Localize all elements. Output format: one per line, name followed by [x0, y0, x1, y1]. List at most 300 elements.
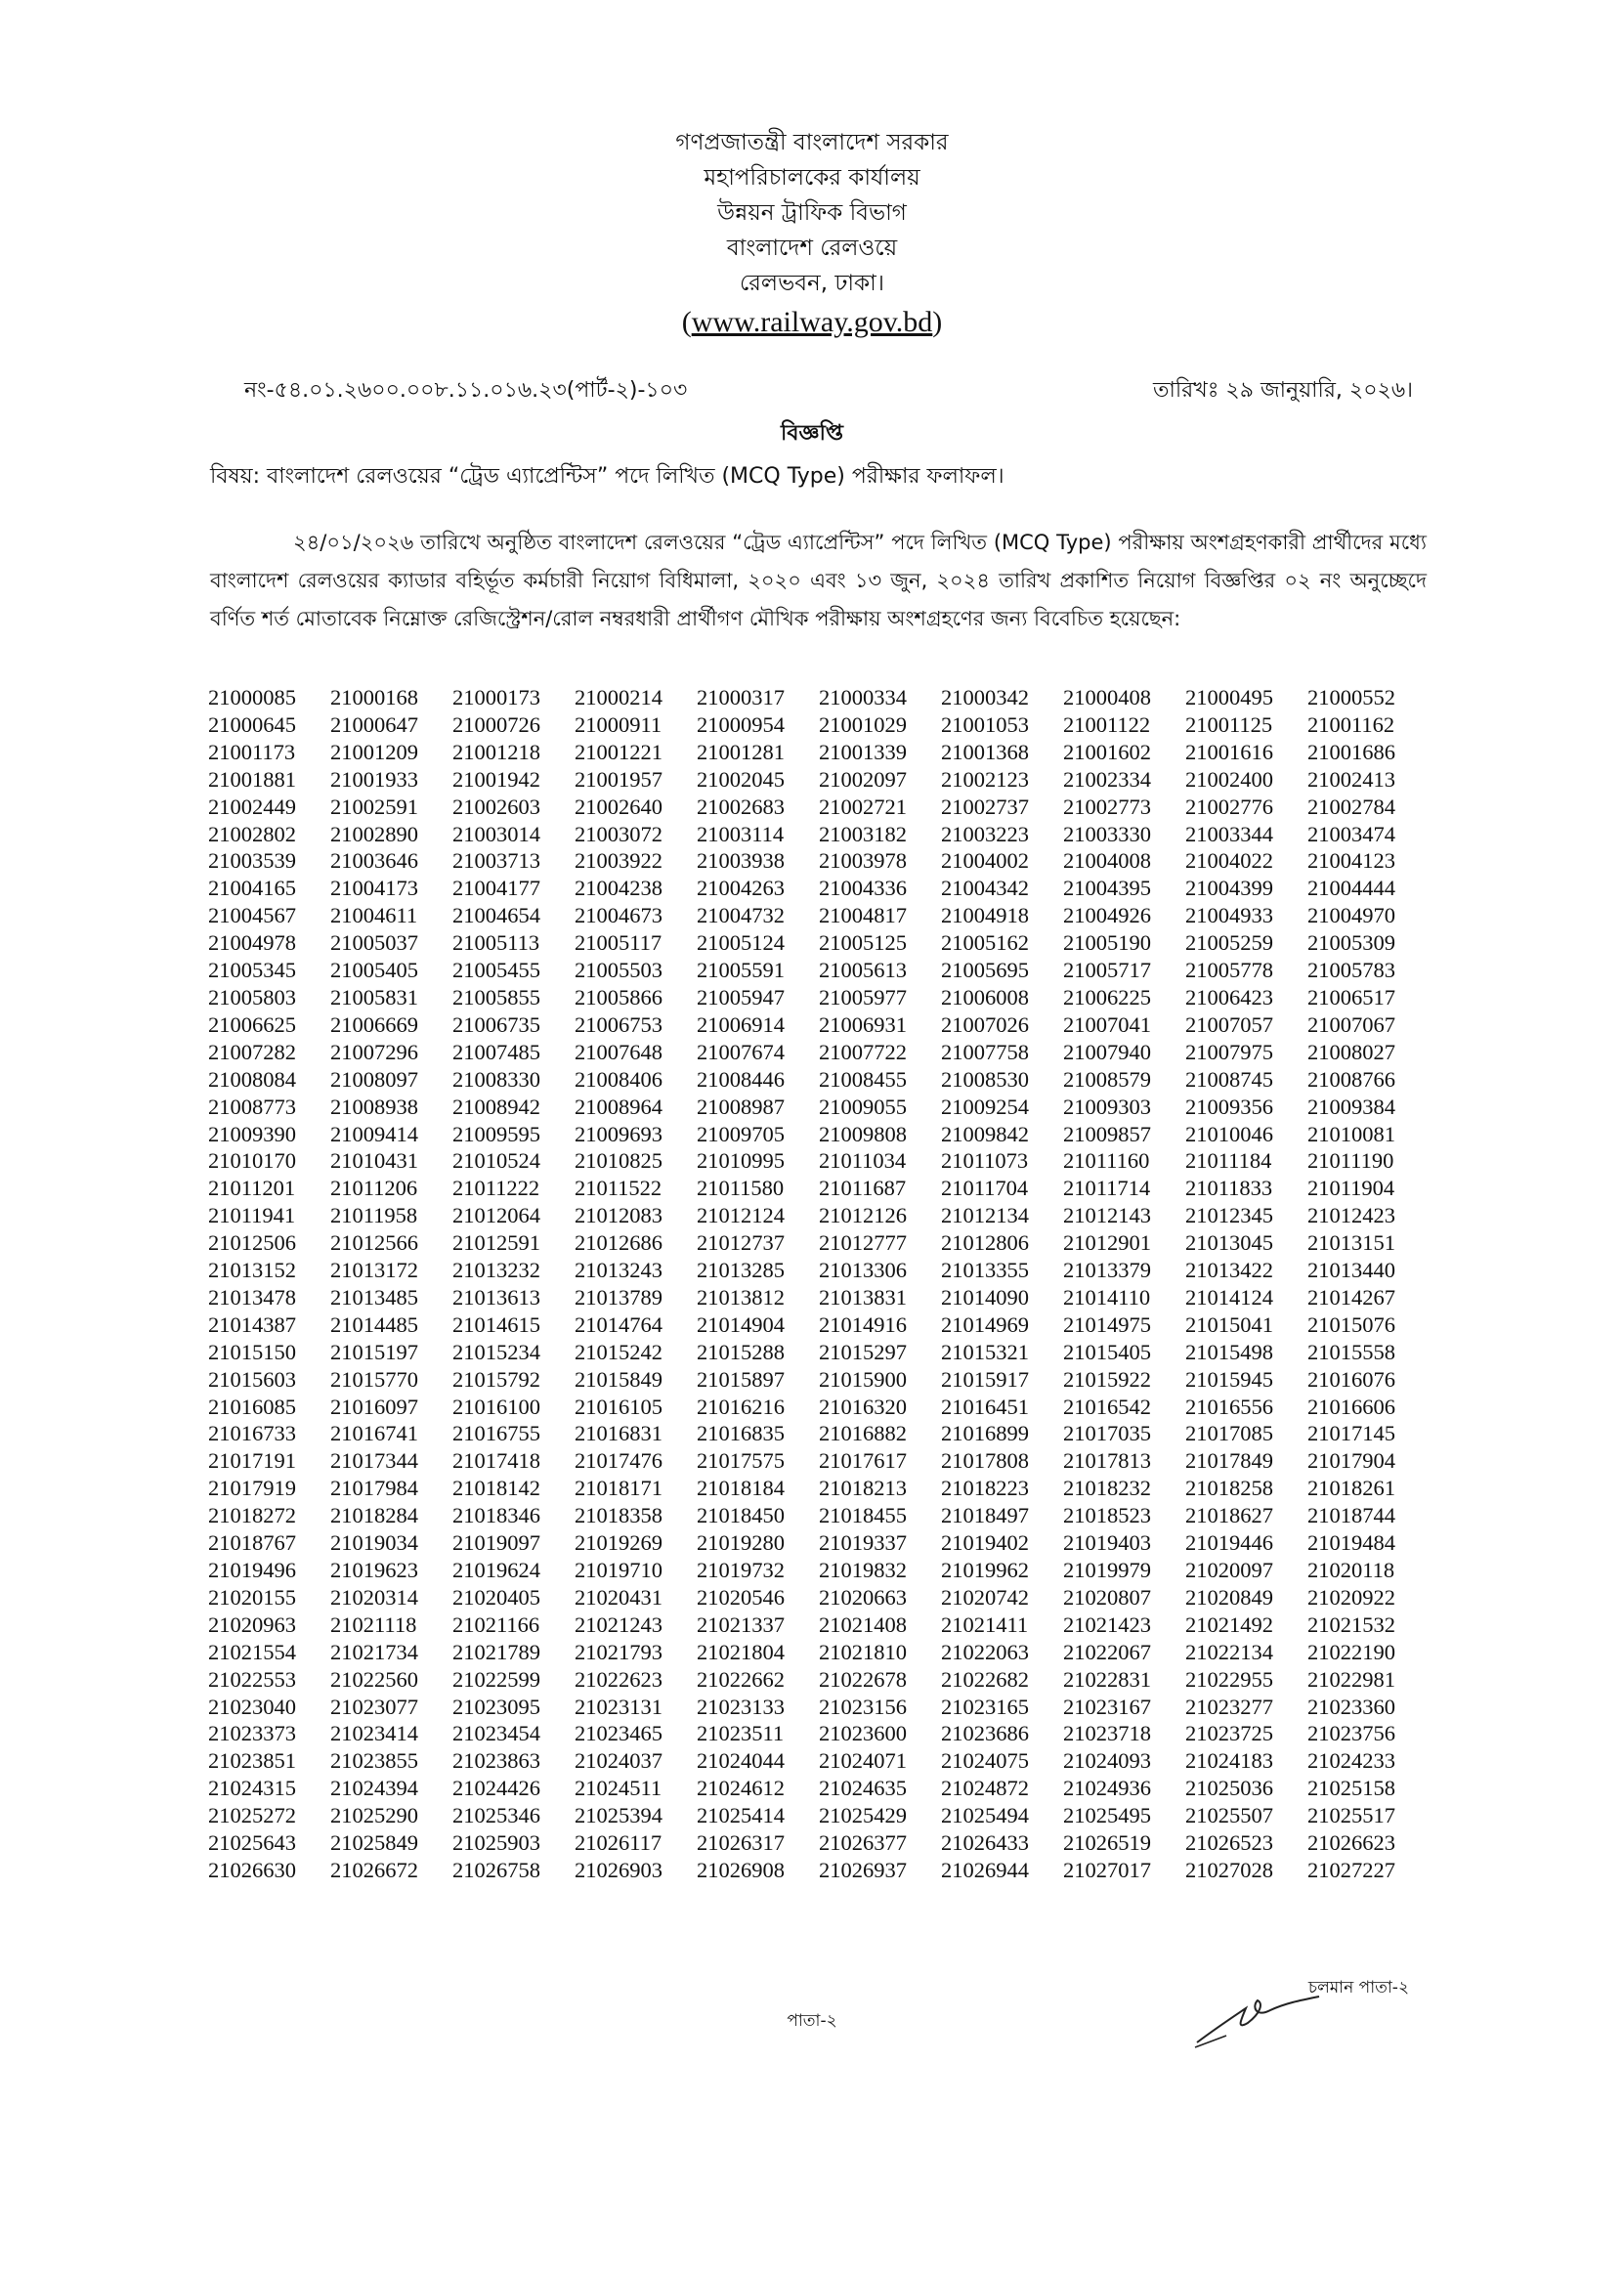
roll-row	[208, 1694, 1430, 1721]
roll-number: 21005695	[941, 958, 1029, 983]
roll-row	[208, 1775, 1430, 1802]
roll-number: 21012134	[941, 1203, 1029, 1228]
roll-number: 21021166	[452, 1611, 540, 1637]
roll-number: 21024044	[697, 1748, 785, 1774]
roll-row	[208, 711, 1430, 739]
roll-number: 21016882	[819, 1421, 907, 1446]
header-office: মহাপরিচালকের কার্যালয়	[704, 165, 920, 191]
roll-row	[208, 1802, 1430, 1829]
roll-number: 21017617	[819, 1448, 907, 1474]
roll-number: 21005803	[208, 984, 296, 1010]
roll-number: 21024093	[1063, 1748, 1151, 1774]
roll-number: 21025272	[208, 1803, 296, 1828]
roll-number: 21015603	[208, 1366, 296, 1392]
roll-number: 21000085	[208, 685, 296, 709]
roll-number: 21002784	[1307, 794, 1395, 819]
roll-number: 21010825	[575, 1148, 662, 1174]
roll-number: 21018184	[697, 1476, 785, 1501]
roll-number: 21009693	[575, 1121, 662, 1146]
roll-number: 21008455	[819, 1066, 907, 1092]
roll-number: 21016606	[1307, 1394, 1395, 1419]
roll-number: 21008964	[575, 1094, 662, 1119]
roll-number: 21004567	[208, 903, 296, 928]
continued-note: চলমান পাতা-২	[1307, 1978, 1409, 1998]
roll-number: 21009842	[941, 1121, 1029, 1146]
roll-number: 21015900	[819, 1366, 907, 1392]
roll-number: 21023040	[208, 1694, 296, 1719]
roll-number: 21015242	[575, 1339, 662, 1364]
roll-number: 21023167	[1063, 1694, 1151, 1719]
roll-number: 21023133	[697, 1694, 785, 1719]
roll-number: 21008446	[697, 1066, 785, 1092]
roll-number: 21001281	[697, 739, 785, 764]
roll-number: 21023686	[941, 1721, 1029, 1746]
roll-number: 21013045	[1185, 1230, 1273, 1256]
roll-number: 21003114	[697, 821, 785, 846]
roll-number: 21018358	[575, 1503, 662, 1528]
roll-number: 21025290	[330, 1803, 418, 1828]
roll-number: 21002045	[697, 766, 785, 792]
roll-number: 21017984	[330, 1476, 418, 1501]
notice-title: বিজ্ঞপ্তি	[781, 421, 843, 446]
roll-row	[208, 1311, 1430, 1339]
roll-number: 21011206	[330, 1176, 418, 1201]
roll-number: 21023156	[819, 1694, 907, 1719]
roll-number: 21019337	[819, 1530, 907, 1556]
roll-number: 21012506	[208, 1230, 296, 1256]
roll-number: 21022067	[1063, 1639, 1151, 1664]
roll-number: 21018258	[1185, 1476, 1273, 1501]
roll-number: 21021804	[697, 1639, 785, 1664]
roll-number: 21027017	[1063, 1857, 1151, 1882]
roll-number: 21015288	[697, 1339, 785, 1364]
roll-row	[208, 821, 1430, 848]
roll-number: 21016899	[941, 1421, 1029, 1446]
roll-number: 21000214	[575, 685, 662, 709]
roll-number: 21000173	[452, 685, 540, 709]
roll-number: 21015076	[1307, 1311, 1395, 1337]
roll-number: 21014969	[941, 1311, 1029, 1337]
roll-number: 21013422	[1185, 1258, 1273, 1283]
roll-row	[208, 1202, 1430, 1229]
roll-number: 21017575	[697, 1448, 785, 1474]
header-organization: বাংলাদেশ রেলওয়ে	[726, 236, 898, 261]
roll-number: 21023855	[330, 1748, 418, 1774]
roll-number: 21001686	[1307, 739, 1395, 764]
roll-number: 21021408	[819, 1611, 907, 1637]
roll-number: 21000954	[697, 711, 785, 737]
roll-number: 21003330	[1063, 821, 1151, 846]
roll-number: 21026623	[1307, 1830, 1395, 1856]
roll-number: 21010081	[1307, 1121, 1395, 1146]
roll-number: 21013485	[330, 1284, 418, 1310]
roll-number: 21005125	[819, 930, 907, 956]
roll-number: 21023454	[452, 1721, 540, 1746]
roll-number: 21006517	[1307, 984, 1395, 1010]
roll-number: 21021789	[452, 1639, 540, 1664]
roll-number: 21009390	[208, 1121, 296, 1146]
roll-number: 21018261	[1307, 1476, 1395, 1501]
roll-number: 21014764	[575, 1311, 662, 1337]
roll-number: 21004395	[1063, 876, 1151, 901]
roll-number-table	[208, 684, 1430, 1884]
roll-number: 21015922	[1063, 1366, 1151, 1392]
roll-row	[208, 957, 1430, 984]
roll-number: 21004732	[697, 903, 785, 928]
roll-row	[208, 847, 1430, 875]
roll-number: 21013243	[575, 1258, 662, 1283]
roll-number: 21026944	[941, 1857, 1029, 1882]
roll-number: 21020314	[330, 1584, 418, 1610]
roll-number: 21012737	[697, 1230, 785, 1256]
roll-number: 21005124	[697, 930, 785, 956]
roll-number: 21009705	[697, 1121, 785, 1146]
roll-number: 21018223	[941, 1476, 1029, 1501]
roll-number: 21022831	[1063, 1666, 1151, 1692]
roll-number: 21023414	[330, 1721, 418, 1746]
roll-number: 21026433	[941, 1830, 1029, 1856]
roll-number: 21011190	[1307, 1148, 1394, 1174]
roll-number: 21002400	[1185, 766, 1273, 792]
roll-number: 21019710	[575, 1558, 662, 1582]
roll-row	[208, 1666, 1430, 1694]
roll-number: 21012686	[575, 1230, 662, 1256]
roll-number: 21016451	[941, 1394, 1029, 1419]
roll-row	[208, 1011, 1430, 1039]
roll-number: 21022662	[697, 1666, 785, 1692]
roll-number: 21025414	[697, 1803, 785, 1828]
roll-number: 21004933	[1185, 903, 1273, 928]
roll-number: 21012566	[330, 1230, 418, 1256]
roll-number: 21008027	[1307, 1039, 1395, 1064]
roll-number: 21011941	[208, 1203, 296, 1228]
roll-number: 21025394	[575, 1803, 662, 1828]
roll-number: 21002802	[208, 821, 296, 846]
roll-number: 21006423	[1185, 984, 1273, 1010]
roll-number: 21026672	[330, 1857, 418, 1882]
roll-number: 21001029	[819, 711, 907, 737]
roll-number: 21026519	[1063, 1830, 1151, 1856]
roll-number: 21001368	[941, 739, 1029, 764]
roll-number: 21012124	[697, 1203, 785, 1228]
roll-number: 21016100	[452, 1394, 540, 1419]
roll-number: 21010524	[452, 1148, 540, 1174]
roll-number: 21004177	[452, 876, 540, 901]
roll-number: 21018171	[575, 1476, 662, 1501]
roll-number: 21014904	[697, 1311, 785, 1337]
roll-row	[208, 1475, 1430, 1502]
roll-row	[208, 1857, 1430, 1884]
roll-number: 21024936	[1063, 1776, 1151, 1801]
roll-number: 21015849	[575, 1366, 662, 1392]
roll-row	[208, 766, 1430, 794]
roll-number: 21013151	[1307, 1230, 1395, 1256]
roll-number: 21000495	[1185, 685, 1273, 709]
roll-row	[208, 1066, 1430, 1094]
roll-row	[208, 1720, 1430, 1747]
roll-number: 21000911	[575, 711, 662, 737]
roll-number: 21023600	[819, 1721, 907, 1746]
roll-number: 21023756	[1307, 1721, 1395, 1746]
roll-number: 21020663	[819, 1584, 907, 1610]
roll-number: 21001881	[208, 766, 296, 792]
roll-number: 21021243	[575, 1611, 662, 1637]
roll-number: 21008745	[1185, 1066, 1273, 1092]
roll-number: 21020742	[941, 1584, 1029, 1610]
roll-number: 21017418	[452, 1448, 540, 1474]
roll-number: 21018284	[330, 1503, 418, 1528]
roll-number: 21014090	[941, 1284, 1029, 1310]
roll-number: 21022678	[819, 1666, 907, 1692]
roll-row	[208, 1175, 1430, 1202]
roll-number: 21018744	[1307, 1503, 1395, 1528]
roll-number: 21000726	[452, 711, 540, 737]
roll-number: 21008330	[452, 1066, 540, 1092]
roll-number: 21004263	[697, 876, 785, 901]
notice-body: ২৪/০১/২০২৬ তারিখে অনুষ্ঠিত বাংলাদেশ রেলওয়ের “ট্রেড এ্যাপ্রেন্টিস” পদে লিখিত (MCQ Type) পরীক্ষায় অংশগ্রহণকারী প্রার্থীদের মধ্যে বাংলাদেশ রেলওয়ের ক্যাডার বহির্ভূত কর্মচারী নিয়োগ বিধিমালা, ২০২০ এবং ১৩ জুন, ২০২৪ তারিখ প্রকাশিত নিয়োগ বিজ্ঞপ্তির ০২ নং অনুচ্ছেদে বর্ণিত শর্ত মোতাবেক নিম্নোক্ত রেজিস্ট্রেশন/রোল নম্বরধারী প্রার্থীগণ মৌখিক পরীক্ষায় অংশগ্রহণের জন্য বিবেচিত হয়েছেন:	[210, 531, 1427, 630]
roll-number: 21019034	[330, 1530, 418, 1556]
roll-number: 21023373	[208, 1721, 296, 1746]
roll-number: 21023077	[330, 1694, 418, 1719]
roll-number: 21000168	[330, 685, 418, 709]
header-website: (www.railway.gov.bd)	[681, 306, 943, 338]
roll-number: 21011073	[941, 1148, 1029, 1174]
roll-number: 21015197	[330, 1339, 418, 1364]
roll-number: 21019446	[1185, 1530, 1273, 1556]
roll-number: 21009414	[330, 1121, 418, 1146]
roll-number: 21026523	[1185, 1830, 1273, 1856]
subject-line: বিষয়: বাংলাদেশ রেলওয়ের “ট্রেড এ্যাপ্রেন্টিস” পদে লিখিত (MCQ Type) পরীক্ষার ফলাফল।	[210, 464, 1004, 489]
roll-number: 21021793	[575, 1639, 662, 1664]
roll-number: 21022063	[941, 1639, 1029, 1664]
roll-number: 21012901	[1063, 1230, 1151, 1256]
roll-number: 21021810	[819, 1639, 907, 1664]
roll-number: 21014485	[330, 1311, 418, 1337]
roll-number: 21019097	[452, 1530, 540, 1556]
roll-number: 21011222	[452, 1176, 540, 1201]
letterhead	[0, 125, 1624, 342]
roll-number: 21006225	[1063, 984, 1151, 1010]
roll-number: 21024511	[575, 1776, 662, 1801]
roll-number: 21005947	[697, 984, 785, 1010]
roll-number: 21008097	[330, 1066, 418, 1092]
roll-number: 21022955	[1185, 1666, 1273, 1692]
roll-number: 21012777	[819, 1230, 907, 1256]
roll-number: 21018450	[697, 1503, 785, 1528]
roll-number: 21019496	[208, 1558, 296, 1582]
roll-number: 21005778	[1185, 958, 1273, 983]
roll-number: 21012064	[452, 1203, 540, 1228]
roll-number: 21017035	[1063, 1421, 1151, 1446]
roll-number: 21001602	[1063, 739, 1151, 764]
roll-number: 21020118	[1307, 1558, 1395, 1582]
roll-number: 21026317	[697, 1830, 785, 1856]
roll-number: 21012126	[819, 1203, 907, 1228]
roll-number: 21021337	[697, 1611, 785, 1637]
roll-number: 21001942	[452, 766, 540, 792]
roll-number: 21018767	[208, 1530, 296, 1556]
roll-number: 21016320	[819, 1394, 907, 1419]
roll-number: 21017919	[208, 1476, 296, 1501]
roll-number: 21023165	[941, 1694, 1029, 1719]
roll-number: 21023725	[1185, 1721, 1273, 1746]
roll-number: 21013232	[452, 1258, 540, 1283]
roll-number: 21025643	[208, 1830, 296, 1856]
roll-number: 21025495	[1063, 1803, 1151, 1828]
roll-number: 21023511	[697, 1721, 785, 1746]
roll-row	[208, 984, 1430, 1011]
roll-number: 21007296	[330, 1039, 418, 1064]
roll-number: 21015234	[452, 1339, 540, 1364]
roll-row	[208, 1529, 1430, 1557]
roll-number: 21020097	[1185, 1558, 1273, 1582]
roll-number: 21017849	[1185, 1448, 1273, 1474]
roll-number: 21014124	[1185, 1284, 1273, 1310]
roll-number: 21005309	[1307, 930, 1395, 956]
roll-number: 21001122	[1063, 711, 1151, 737]
roll-number: 21022682	[941, 1666, 1029, 1692]
roll-number: 21003646	[330, 848, 418, 874]
roll-number: 21013379	[1063, 1258, 1151, 1283]
roll-number: 21009055	[819, 1094, 907, 1119]
roll-number: 21018142	[452, 1476, 540, 1501]
roll-row	[208, 1394, 1430, 1421]
roll-number: 21009384	[1307, 1094, 1395, 1119]
roll-number: 21010995	[697, 1148, 785, 1174]
roll-number: 21006669	[330, 1011, 418, 1037]
roll-number: 21025036	[1185, 1776, 1273, 1801]
roll-number: 21015041	[1185, 1311, 1273, 1337]
roll-number: 21026903	[575, 1857, 662, 1882]
roll-number: 21026937	[819, 1857, 907, 1882]
roll-number: 21024071	[819, 1748, 907, 1774]
roll-number: 21016085	[208, 1394, 296, 1419]
roll-number: 21003938	[697, 848, 785, 874]
website-link[interactable]: www.railway.gov.bd	[691, 306, 933, 338]
roll-number: 21017808	[941, 1448, 1029, 1474]
roll-number: 21017813	[1063, 1448, 1151, 1474]
roll-number: 21007674	[697, 1039, 785, 1064]
roll-number: 21002773	[1063, 794, 1151, 819]
header-address: রেলভবন, ঢাকা।	[739, 271, 885, 296]
roll-row	[208, 1284, 1430, 1311]
roll-number: 21002591	[330, 794, 418, 819]
roll-number: 21015558	[1307, 1339, 1395, 1364]
roll-number: 21007067	[1307, 1011, 1395, 1037]
roll-number: 21016216	[697, 1394, 785, 1419]
roll-number: 21021492	[1185, 1611, 1273, 1637]
roll-number: 21002890	[330, 821, 418, 846]
roll-number: 21019732	[697, 1558, 785, 1582]
roll-row	[208, 684, 1430, 711]
roll-number: 21017191	[208, 1448, 296, 1474]
roll-number: 21007975	[1185, 1039, 1273, 1064]
roll-number: 21008942	[452, 1094, 540, 1119]
roll-row	[208, 1502, 1430, 1529]
roll-number: 21014615	[452, 1311, 540, 1337]
roll-number: 21020963	[208, 1611, 296, 1637]
roll-number: 21019979	[1063, 1558, 1151, 1582]
roll-number: 21018523	[1063, 1503, 1151, 1528]
roll-number: 21004399	[1185, 876, 1273, 901]
roll-number: 21001933	[330, 766, 418, 792]
roll-number: 21024426	[452, 1776, 540, 1801]
roll-number: 21004008	[1063, 848, 1151, 874]
roll-number: 21016076	[1307, 1366, 1395, 1392]
roll-number: 21005113	[452, 930, 540, 956]
roll-number: 21003474	[1307, 821, 1395, 846]
roll-number: 21013789	[575, 1284, 662, 1310]
roll-number: 21011184	[1185, 1148, 1272, 1174]
roll-number: 21007758	[941, 1039, 1029, 1064]
roll-number: 21023360	[1307, 1694, 1395, 1719]
roll-row	[208, 929, 1430, 957]
roll-row	[208, 1611, 1430, 1639]
roll-number: 21019484	[1307, 1530, 1395, 1556]
roll-number: 21013440	[1307, 1258, 1395, 1283]
roll-number: 21013152	[208, 1258, 296, 1283]
roll-number: 21020807	[1063, 1584, 1151, 1610]
roll-number: 21016542	[1063, 1394, 1151, 1419]
roll-number: 21026758	[452, 1857, 540, 1882]
roll-number: 21003539	[208, 848, 296, 874]
roll-number: 21024233	[1307, 1748, 1395, 1774]
roll-number: 21000552	[1307, 685, 1395, 709]
roll-number: 21015770	[330, 1366, 418, 1392]
roll-number: 21011522	[575, 1176, 662, 1201]
roll-number: 21005162	[941, 930, 1029, 956]
roll-number: 21001053	[941, 711, 1029, 737]
roll-number: 21022190	[1307, 1639, 1395, 1664]
roll-number: 21005783	[1307, 958, 1395, 983]
roll-number: 21005345	[208, 958, 296, 983]
roll-row	[208, 1339, 1430, 1366]
roll-number: 21025346	[452, 1803, 540, 1828]
roll-number: 21002640	[575, 794, 662, 819]
roll-number: 21015897	[697, 1366, 785, 1392]
roll-number: 21012806	[941, 1230, 1029, 1256]
roll-number: 21013355	[941, 1258, 1029, 1283]
roll-number: 21019624	[452, 1558, 540, 1582]
roll-row	[208, 1639, 1430, 1666]
roll-number: 21024394	[330, 1776, 418, 1801]
roll-number: 21011904	[1307, 1176, 1395, 1201]
roll-number: 21020922	[1307, 1584, 1395, 1610]
roll-number: 21007485	[452, 1039, 540, 1064]
roll-number: 21014110	[1063, 1284, 1151, 1310]
roll-number: 21008579	[1063, 1066, 1151, 1092]
roll-number: 21004444	[1307, 876, 1395, 901]
roll-row	[208, 1039, 1430, 1066]
roll-number: 21020849	[1185, 1584, 1273, 1610]
roll-number: 21017085	[1185, 1421, 1273, 1446]
roll-number: 21015917	[941, 1366, 1029, 1392]
roll-number: 21010431	[330, 1148, 418, 1174]
roll-number: 21022560	[330, 1666, 418, 1692]
roll-number: 21006914	[697, 1011, 785, 1037]
roll-number: 21004654	[452, 903, 540, 928]
roll-number: 21027227	[1307, 1857, 1395, 1882]
roll-number: 21015150	[208, 1339, 296, 1364]
roll-number: 21002776	[1185, 794, 1273, 819]
page-number: পাতা-২	[787, 2011, 837, 2031]
roll-number: 21018272	[208, 1503, 296, 1528]
roll-number: 21015498	[1185, 1339, 1273, 1364]
roll-number: 21019402	[941, 1530, 1029, 1556]
signature-mark	[1187, 1989, 1324, 2052]
roll-number: 21001209	[330, 739, 418, 764]
roll-number: 21014975	[1063, 1311, 1151, 1337]
